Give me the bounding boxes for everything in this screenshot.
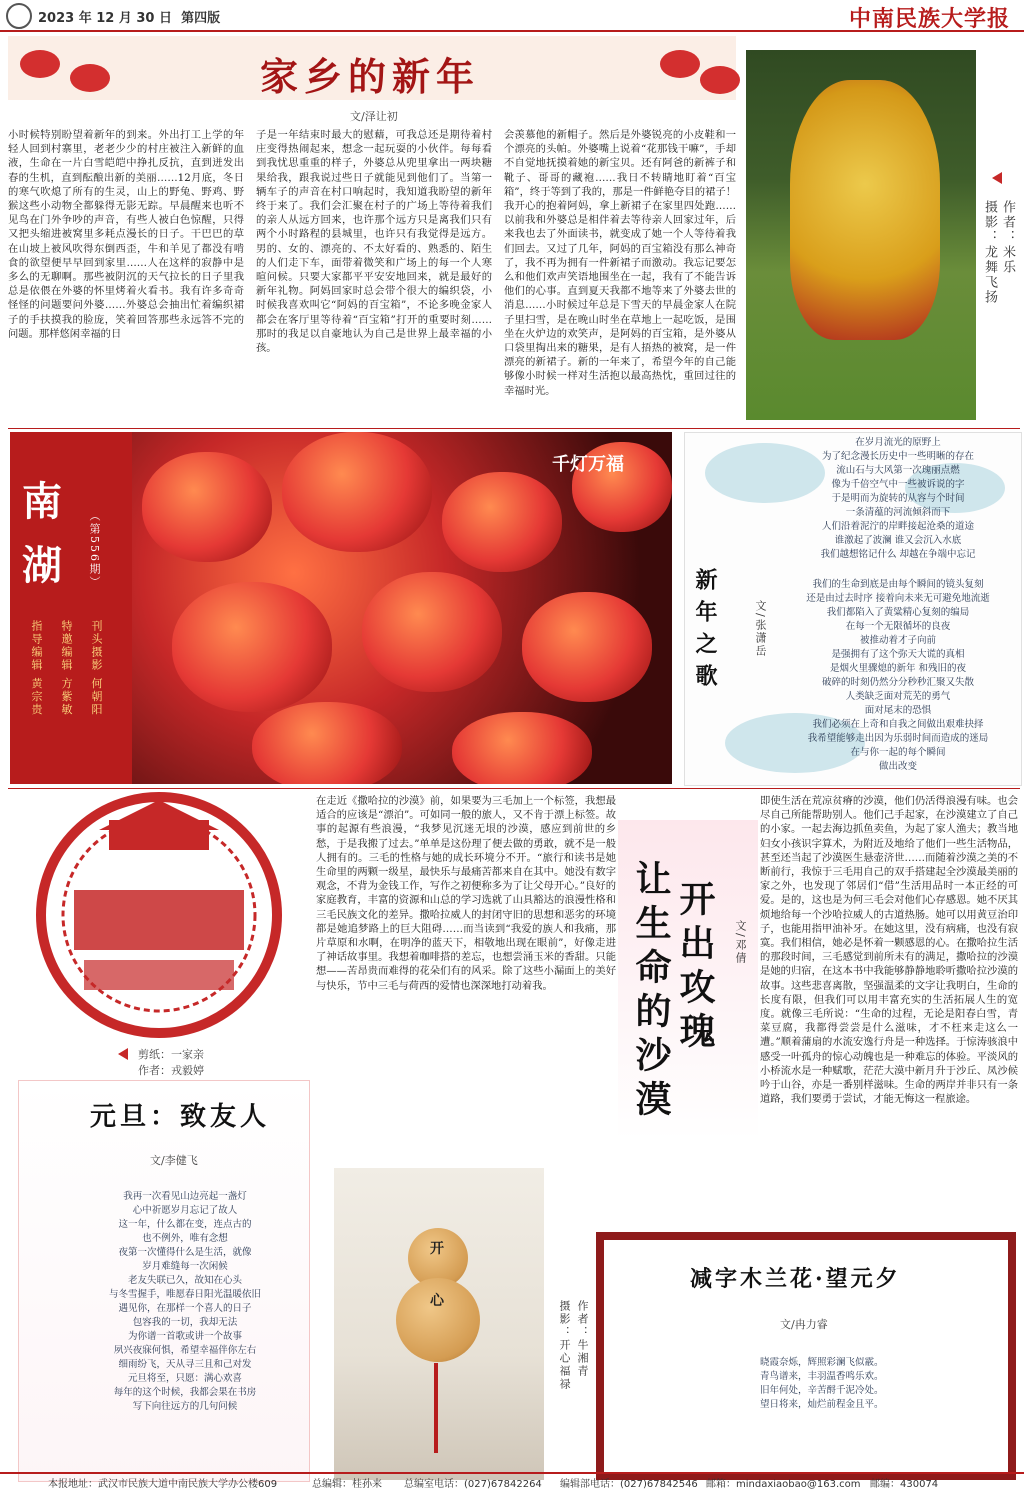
- credit-line: 指导编辑 黄宗贵: [30, 620, 43, 717]
- poem-line: 元旦将至，只愿：满心欢喜: [127, 1373, 242, 1384]
- poem-line: 我们必须在上奇和自我之间做出艰难抉择: [812, 719, 984, 730]
- credit-line: 刊头摄影 何朝阳: [90, 620, 103, 717]
- article-title: 家乡的新年: [260, 54, 481, 99]
- poem-line: 与冬雪握手，唯愿春日阳光温暖依旧: [108, 1289, 261, 1300]
- poem-stanza: [780, 436, 1016, 562]
- photo-photographer-credit: 摄影：开心福禄: [558, 1300, 571, 1391]
- poem-line: 夜第一次懂得什么是生活，就像: [118, 1247, 252, 1258]
- poem-line: 面对尾末的恐惧: [864, 705, 932, 716]
- lantern-caption: 千灯万福: [552, 454, 624, 475]
- poem-body: [80, 1190, 290, 1414]
- article-title: 开出攻瑰: [674, 880, 716, 1056]
- photo-photographer-credit: 摄影：龙舞飞扬: [982, 200, 997, 305]
- poem-line: 破碎的时刻仍然分分秒秒汇聚又失散: [821, 677, 974, 688]
- article-column: 小时候特别盼望着新年的到来。外出打工上学的年轻人回到村寨里，老老少少的村庄被注入新鲜的血液，生命在一片白雪皑皑中挣扎反抗，直到迸发出春的生机，直到酝酿出新的美丽……12月底，冬日的寒气吹熄了所有的生灵，山上的野兔、野鸡、野猴这些小动物全都躲得无影无踪。早晨醒来也听不见鸟在门外争吵的声音，有些人被白色惊醒，只得又把头缩进被窝里多耗点漫长的日子。干巴巴的草在山坡上被风吹得东倒西歪，牛和羊见了都没有啃食的欲望便早早回到家里……人在这样的寂静中是多么的无聊啊。那些被阴沉的天气拉长的日子里我总是依偎在外婆的怀里烤着火看书。我有许多奇奇怪怪的问题要问外婆……外婆总会抽出忙着编织裙子的手扶摸我的脸庞，笑着回答那些永远答不完的问题。那样悠闲幸福的日: [8, 129, 244, 340]
- footer-editor: 总编辑：桂孙来: [312, 1479, 382, 1490]
- poem-line: 我们都陷入了黄粱精心复刻的编局: [826, 607, 970, 618]
- lanterns-photo: [132, 432, 672, 784]
- poem-line: 我们的生命到底是由每个瞬间的镜头复刻: [812, 579, 984, 590]
- article-column: 子是一年结束时最大的慰藉，可我总还是期待着村庄变得热闹起来，想念一起玩耍的小伙伴。每每看到我忧思重重的样子，外婆总从兜里拿出一两块糖果给我，跟我说过些日子就能见到他们了。当第一辆车子的声音在村口响起时，我知道我盼望的新年终于来了。我们会汇聚在村子的广场上等待着我们的亲人从远方回来，也许那个远方只是离我们只有两个小时路程的县城里，也许只有我觉得是远方。男的、女的、漂亮的、不太好看的、熟悉的、陌生的人们走下车，面带着微笑和广场上的每一个人寒暄问候。只要大家都平平安安地回来，就是最好的新年礼物。阿妈回家时总会带个很大的编织袋，小时候我喜欢叫它“阿妈的百宝箱”，不论多晚金家人都会在客厅里等待着“百宝箱”打开的重要时刻……那时的我足以自豪地认为自己是世界上最幸福的小孩。: [256, 129, 492, 355]
- lantern-decoration-icon: [70, 64, 110, 92]
- lantern-decoration-icon: [20, 50, 60, 78]
- article-byline: 文/邓倩: [734, 920, 747, 965]
- footer-address: 本报地址：武汉市民族大道中南民族大学办公楼609: [48, 1479, 278, 1490]
- page-number: 第四版: [181, 11, 221, 26]
- poem-line: 岁月难缝每一次闲候: [142, 1261, 228, 1272]
- footer-office-phone: 总编室电话：(027)67842264: [404, 1479, 542, 1490]
- poem-line: 我希望能够走出因为乐弱时间而造成的迷局: [807, 733, 989, 744]
- photo-author-credit: 作者：牛湘青: [576, 1300, 589, 1378]
- poem-line: 一条清蕴的河流倾斜而下: [845, 507, 951, 518]
- poem-line: 每年的这个时候，我都会果在书房: [113, 1387, 257, 1398]
- cipai-title: 减字木兰花·望元夕: [690, 1266, 901, 1292]
- lantern-decoration-icon: [700, 66, 740, 94]
- poem-line: 为了纪念漫长历史中一些明晰的存在: [821, 451, 974, 462]
- poem-line: 老友失联已久，故知在心头: [127, 1275, 242, 1286]
- column-name: 南湖: [22, 478, 62, 589]
- poem-line: 做出改变: [878, 761, 917, 772]
- poem-byline: 文/李健飞: [150, 1154, 198, 1167]
- footer-email: 邮箱：mindaxiaobao@163.com: [706, 1479, 861, 1490]
- poem-line: 于是明而为旋转的从容与个时间: [831, 493, 965, 504]
- poem-title: 元旦：致友人: [90, 1102, 271, 1132]
- poem-line: 人们沿着泥泞的岸畔接起沧桑的道途: [821, 521, 974, 532]
- poem-line: 流山石与大风第一次瑰丽点燃: [836, 465, 960, 476]
- issue-date: [38, 7, 220, 26]
- divider: [8, 428, 1020, 429]
- poem-line: 写下向往远方的几句问候: [132, 1401, 238, 1412]
- masthead: 中南民族大学报: [848, 6, 1010, 32]
- poem-line: 旧年何处，辛苦酹千泥冷处。: [760, 1385, 884, 1396]
- poem-byline: 文/张潇岳: [754, 600, 767, 658]
- poem-line: 是强拥有了这个弥天大谎的真相: [831, 649, 965, 660]
- poem-line: 我再一次看见山边亮起一盏灯: [123, 1191, 247, 1202]
- poem-line: 谁激起了波澜 谁又会沉入水底: [834, 535, 962, 546]
- issue-number: （第556期）: [88, 510, 101, 589]
- poem-line: 像为千倍空气中一些被诉说的字: [831, 479, 965, 490]
- article-title: 让生命的沙漠: [630, 860, 672, 1124]
- poem-line: 望日将来，灿烂前程金且平。: [760, 1399, 884, 1410]
- divider: [8, 788, 1020, 789]
- poem-line: 青鸟谱来，丰羽温香鸣乐欢。: [760, 1371, 884, 1382]
- poem-line: 人类缺乏面对荒芜的勇气: [845, 691, 951, 702]
- photo-author-credit: 作者：米乐: [1000, 200, 1015, 275]
- papercut-caption: 剪纸：一家亲: [138, 1048, 204, 1061]
- gourd-charm-photo: [334, 1168, 544, 1480]
- poem-line: 在每一个无限循坏的良夜: [845, 621, 951, 632]
- poem-line: 这一年，什么都在变，连点古的: [118, 1219, 252, 1230]
- poem-line: 在岁月流光的原野上: [855, 437, 941, 448]
- cipai-body: [760, 1356, 960, 1412]
- poem-line: 包容我的一切，我却无法: [132, 1317, 238, 1328]
- article-column: 即使生活在荒凉贫瘠的沙漠，他们仍活得浪漫有味。也会尽自己所能帮助别人。他们己手起家，在沙漠建立了自己的小家。一起去海边抓鱼卖鱼，为起了家人渔夫；教当地妇女小孩识字算术，为附近及地给了他们一些生活物品，甚至还当起了沙漠医生悬壶济世……而随着沙漠之美的不断前行，我惊于三毛用自己的双手搭建起全沙漠最美丽的家之外，也发现了邻居们“借”生活用品时一本正经的可爱。是的，这也是为何三毛会对他们心存感恩。她不厌其烦地给每一个沙哈拉威人的古道热肠。她可以用黄豆治印子，也能用指甲油补牙。在她这里，没有病痛，也没有寂寞。我们相信，她必是怀着一颗感恩的心。在撒哈拉生活的那段时间，三毛感觉到前所未有的满足，撒哈拉的沙漠是她的归宿，在这本书中我能够静静地聆听撒哈拉沙漠的故事。这些悲喜离散，坚强温柔的文字让我明白，生命的长度有限，但我们可以用丰富充实的生活拓展人生的宽度。就像三毛所说：“生命的过程，无论是阳春白雪，青菜豆腐，我都得尝尝是什么滋味，才不枉来走这么一遭。”顺着蒲扇的水流安逸行舟是一种选择。于惊涛骇浪中感受一叶孤舟的惊心动魄也是一种难忘的体验。平淡风的小桥流水是一种赋歌，茫茫大漠中新月升于沙丘、凤沙候吟于山谷，亦是一番别样滋味。生命的两岸并非只有一条道路，我们要勇于尝试，才能无悔这一程旅途。: [760, 795, 1018, 1106]
- poem-line: 是烟火里骤熄的新年 和残旧的夜: [829, 663, 967, 674]
- footer: [0, 1472, 1024, 1490]
- caption-arrow-icon: [992, 172, 1002, 184]
- poem-line: 也不例外，唯有念想: [142, 1233, 228, 1244]
- footer-edit-phone: 编辑部电话：(027)67842546: [560, 1479, 698, 1490]
- gourd-text: 开: [430, 1241, 444, 1257]
- caption-arrow-icon: [118, 1048, 128, 1060]
- poem-line: 夙兴夜寐何惧，希望幸福伴你左右: [113, 1345, 257, 1356]
- poem-stanza: [780, 690, 1016, 774]
- poem-line: 被推动着才子向前: [859, 635, 936, 646]
- footer-postcode: 邮编：430074: [870, 1479, 939, 1490]
- poem-line: 心中祈愿岁月忘记了故人: [132, 1205, 238, 1216]
- poem-stanza: [780, 578, 1016, 690]
- cipai-byline: 文/冉力睿: [780, 1318, 828, 1331]
- date-text: 2023 年 12 月 30 日: [38, 11, 172, 26]
- poem-line: 细雨纷飞，天从寻三且和己对发: [118, 1359, 252, 1370]
- dragon-figure: [790, 80, 940, 340]
- article-column: 会羡慕他的新帽子。然后是外婆锐亮的小皮鞋和一个漂亮的头帕。外婆嘴上说着“花那钱干嘛”，手却不自觉地抚摸着她的新宝贝。还有阿爸的新裤子和靴子、哥哥的藏袍……我日不转睛地盯着“百宝箱”，终于等到了我的，那是一件鲜艳夺目的裙子！我开心的抱着阿妈，拿上新裙子在家里四处跑……以前我和外婆总是相伴着去等待亲人回家过年，后来我也去了外面读书，就变成了她一个人等待着我们回去。又过了几年，阿妈的百宝箱没有那么神奇了，我不再为拥有一件新裙子而激动。我忘记要怎么和他们欢声笑语地围坐在一起，我有了不能告诉他们的心事。直到夏天我都不地等来了外婆去世的消息……小时候过年总是下雪天的早晨金家人在院子里扫雪，是在晚山时坐在草地上一起吃饭，是围坐在火炉边的欢笑声，是阿妈的百宝箱，是外婆从口袋里掏出来的糖果，是有人捂热的被窝，是一件漂亮的新裙子。新的一年来了，希望今年的自己能够像小时候一样对生活抱以最高热忱，重回过往的幸福时光。: [504, 129, 736, 397]
- poem-line: 我们越想铭记什么 却越在争端中忘记: [820, 549, 976, 560]
- university-seal-icon: [6, 3, 32, 29]
- poem-line: 在与你一起的每个瞬间: [850, 747, 946, 758]
- papercut-author: 作者：戎毅婷: [138, 1064, 204, 1077]
- article-byline: 文/泽让初: [350, 110, 398, 123]
- poem-line: 遇见你，在那样一个喜人的日子: [118, 1303, 252, 1314]
- article-column: 在走近《撒哈拉的沙漠》前，如果要为三毛加上一个标签，我想最适合的应该是“漂泊”。可如同一般的旅人，又不肯于漂上标签。故事的起源有些浪漫，“我梦见沉迷无垠的沙漠，感应到前世的乡愁，于是我搬了过去。”单单是这份理了便去做的勇敢，就不是一般人拥有的。三毛的性格与她的成长环境分不开。“旅行和读书是她生命里的两颗一级星，最快乐与最痛苦都来自在其中。她没有数字观念，不背为金钱工作，写作之初便称多为了让父母开心。”良好的家庭教育，丰富的资源和山总的学习选就了山具豁达的浪漫性格和三毛民族文化的差异。撒哈拉威人的封闭守旧的思想和恶劣的环境都是她追梦路上的巨大阻碍……而当读到“我爱的族人和我痛，那片草原和水啊，在明净的蓝天下，相敬地出现在眼前”，好像走进了神话故事里。我想着咖啡搭的差忘，也想尝涌玉米的香甜。只能想——苦昂贵而难得的花朵们有的风采。除了这些小漏面上的美好与快乐，节中三毛与荷西的爱情也深深地打动着我。: [316, 795, 616, 992]
- lantern-decoration-icon: [660, 50, 700, 78]
- gourd-text: 心: [430, 1293, 444, 1309]
- poem-title: 新年之歌: [692, 568, 718, 696]
- poem-line: 为你谱一首歌或讲一个故事: [127, 1331, 242, 1342]
- poem-line: 还是由过去时序 接着向未来无可避免地流逝: [806, 593, 990, 604]
- credit-line: 特邀编辑 方紫敏: [60, 620, 73, 717]
- poem-line: 晓霞奈烁，辉照彩澜飞似霰。: [760, 1357, 884, 1368]
